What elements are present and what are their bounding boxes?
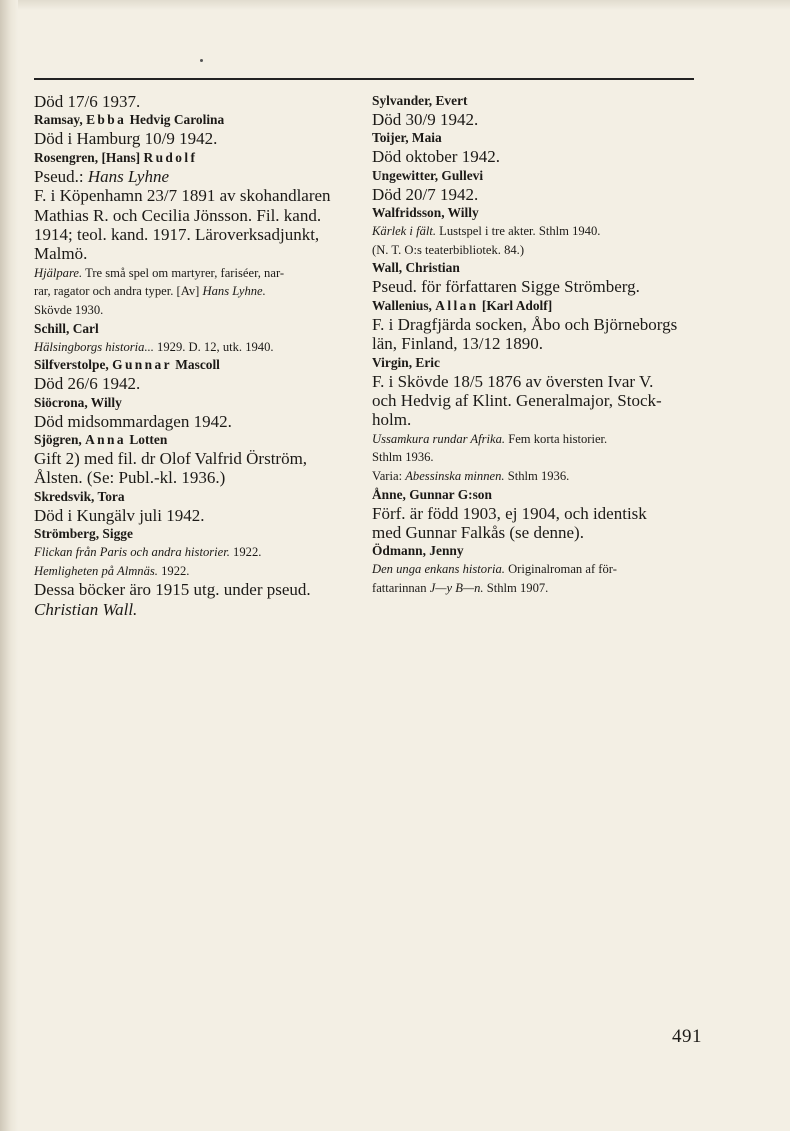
entry-heading: Strömberg, Sigge	[34, 526, 133, 542]
entry-text: Malmö.	[34, 244, 88, 264]
entry-text: F. i Dragfjärda socken, Åbo och Björneborgs	[372, 314, 678, 334]
work-citation: Sthlm 1936.	[372, 450, 434, 465]
entry-text: F. i Skövde 18/5 1876 av översten Ivar V.	[372, 371, 654, 391]
ink-speck	[200, 59, 203, 62]
work-citation: Varia: Abessinska minnen. Sthlm 1936.	[372, 469, 570, 484]
work-citation: Hälsingborgs historia... 1929. D. 12, utk. 1940.	[34, 339, 274, 354]
entry-heading: Wallenius, Allan [Karl Adolf]	[372, 297, 553, 313]
entry-text: Christian Wall.	[34, 599, 138, 619]
entry-continuation: Död 17/6 1937.	[34, 92, 141, 111]
entry-heading: Sjögren, Anna Lotten	[34, 432, 168, 448]
page-top-strip	[0, 0, 790, 10]
entry-text: Pseud. för författaren Sigge Strömberg.	[372, 277, 640, 297]
entry-heading: Rosengren, [Hans] Rudolf	[34, 149, 198, 165]
header-rule	[34, 78, 694, 80]
work-citation: Skövde 1930.	[34, 303, 104, 318]
work-citation: Den unga enkans historia. Originalroman af för-	[372, 562, 617, 577]
entry-text: Död 30/9 1942.	[372, 110, 479, 129]
work-citation: Flickan från Paris och andra historier. 1922.	[34, 545, 262, 560]
entry-heading: Ånne, Gunnar G:son	[372, 486, 492, 502]
page-number: 491	[672, 1026, 702, 1047]
entry-heading: Siöcrona, Willy	[34, 394, 122, 410]
work-citation: fattarinnan J—y B—n. Sthlm 1907.	[372, 581, 549, 596]
entry-text: Ålsten. (Se: Publ.-kl. 1936.)	[34, 468, 226, 488]
entry-text: och Hedvig af Klint. Generalmajor, Stock-	[372, 391, 662, 411]
right-column	[372, 92, 696, 598]
work-citation: Ussamkura rundar Afrika. Fem korta historier.	[372, 431, 608, 446]
entry-heading: Ramsay, Ebba Hedvig Carolina	[34, 112, 225, 128]
entry-heading: Schill, Carl	[34, 320, 99, 336]
entry-heading: Walfridsson, Willy	[372, 205, 479, 221]
entry-heading: Wall, Christian	[372, 260, 460, 276]
work-citation: (N. T. O:s teaterbibliotek. 84.)	[372, 242, 525, 257]
entry-heading: Sylvander, Evert	[372, 93, 468, 108]
entry-text: holm.	[372, 410, 412, 430]
entry-text: Förf. är född 1903, ej 1904, och identisk	[372, 503, 647, 523]
entry-heading: Toijer, Maia	[372, 130, 442, 146]
entry-text: F. i Köpenhamn 23/7 1891 av skohandlaren	[34, 186, 331, 206]
entry-heading: Skredsvik, Tora	[34, 488, 125, 504]
entry-heading: Virgin, Eric	[372, 354, 440, 370]
entry-heading: Silfverstolpe, Gunnar Mascoll	[34, 357, 220, 373]
entry-text: Mathias R. och Cecilia Jönsson. Fil. kand.	[34, 205, 322, 225]
entry-text: 1914; teol. kand. 1917. Läroverksadjunkt,	[34, 225, 320, 245]
entry-text: Död i Kungälv juli 1942.	[34, 505, 205, 525]
entry-text: med Gunnar Falkås (se denne).	[372, 523, 584, 543]
entry-text: Död 20/7 1942.	[372, 184, 479, 204]
entry-heading: Ungewitter, Gullevi	[372, 167, 484, 183]
entry-text: Pseud.: Hans Lyhne	[34, 166, 170, 186]
entry-text: Gift 2) med fil. dr Olof Valfrid Örström,	[34, 449, 308, 469]
page-left-edge	[0, 0, 18, 1131]
work-citation: Hemligheten på Almnäs. 1922.	[34, 563, 190, 578]
work-citation: rar, ragator och andra typer. [Av] Hans Lyhne.	[34, 284, 266, 299]
entry-heading: Ödmann, Jenny	[372, 543, 464, 559]
entry-text: Död oktober 1942.	[372, 147, 500, 167]
entry-text: Död 26/6 1942.	[34, 374, 141, 394]
left-column	[34, 92, 356, 619]
entry-text: Dessa böcker äro 1915 utg. under pseud.	[34, 580, 311, 600]
entry-text: Död midsommardagen 1942.	[34, 411, 232, 431]
entry-text: län, Finland, 13/12 1890.	[372, 334, 543, 354]
work-citation: Hjälpare. Tre små spel om martyrer, fariséer, nar-	[34, 265, 285, 280]
work-citation: Kärlek i fält. Lustspel i tre akter. Sthlm 1940.	[372, 224, 601, 239]
entry-text: Död i Hamburg 10/9 1942.	[34, 129, 218, 149]
